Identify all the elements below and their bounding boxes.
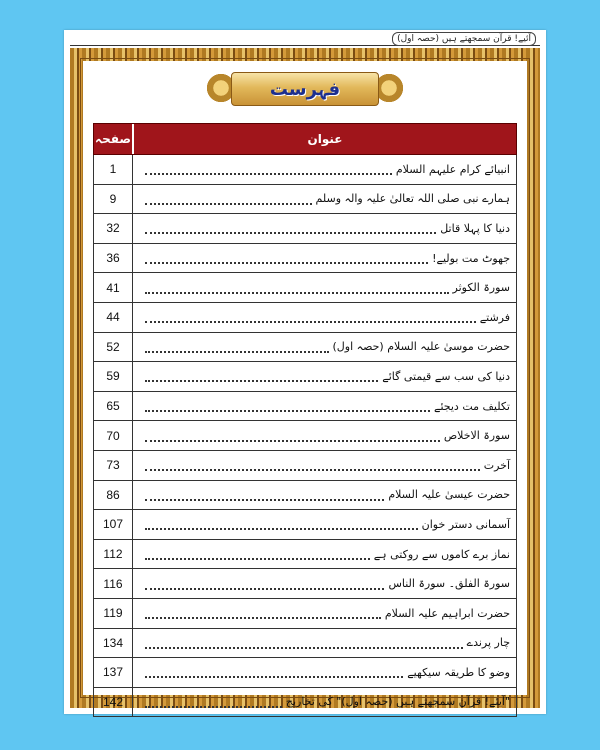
toc-page-number: 41 [94,273,133,302]
toc-entry-title: حضرت موسیٰ علیہ السلام (حصہ اول) [332,340,510,354]
toc-entry-title: دنیا کا پہلا قاتل [440,221,510,235]
toc-page-number: 112 [94,540,133,569]
dot-leader [145,578,384,590]
toc-entry [141,666,510,679]
toc-row[interactable] [93,451,517,481]
toc-entry [141,222,510,235]
toc-row[interactable] [93,599,517,629]
toc-entry-title: فرشتے [479,310,510,324]
toc-entry [141,370,510,383]
toc-page-number: 44 [94,303,133,332]
toc-entry [141,252,510,265]
running-header [64,30,546,48]
document-page [64,30,546,714]
dot-leader [145,548,370,560]
dot-leader [145,430,440,442]
dot-leader [145,666,403,678]
page-column-header-label: صفحہ [95,132,131,146]
toc-entry-title: وضو کا طریقہ سیکھیے [407,665,510,679]
toc-entry-title: جھوٹ مت بولیے! [432,251,510,265]
toc-page-number: 59 [94,362,133,391]
toc-row[interactable] [93,421,517,451]
toc-page-number: 1 [94,155,133,184]
dot-leader [145,459,480,471]
toc-page-number: 36 [94,244,133,273]
toc-entry-title: آسمانی دستر خوان [421,517,510,531]
toc-page-number: 65 [94,392,133,421]
toc-title-cell [133,569,516,598]
toc-page-number: 116 [94,569,133,598]
dot-leader [145,252,428,264]
page-title: فہرست [269,78,341,100]
toc-entry-title: تکلیف مت دیجئے [434,399,510,413]
dot-leader [145,163,392,175]
dot-leader [145,518,418,530]
toc-entry [141,429,510,442]
toc-page-number: 73 [94,451,133,480]
page-column-header [94,124,134,154]
toc-entry [141,488,510,501]
toc-title-cell [133,185,516,214]
toc-title-cell [133,481,516,510]
toc-row[interactable] [93,658,517,688]
toc-title-cell [133,244,516,273]
toc-title-cell [133,155,516,184]
toc-row[interactable] [93,333,517,363]
toc-entry [141,163,510,176]
toc-entry-title: سورۃ الاخلاص [443,429,510,443]
toc-title-cell [133,540,516,569]
toc-entry [141,281,510,294]
dot-leader [145,311,476,323]
dot-leader [145,282,449,294]
toc-row[interactable] [93,540,517,570]
toc-row[interactable] [93,481,517,511]
toc-entry-title: نماز برے کاموں سے روکتی ہے [373,547,510,561]
toc-title-cell [133,303,516,332]
toc-entry-title: انبیائے کرام علیہم السلام [395,162,510,176]
dot-leader [145,222,436,234]
dot-leader [145,341,329,353]
toc-page-number: 107 [94,510,133,539]
toc-entry [141,607,510,620]
toc-page-number: 119 [94,599,133,628]
toc-entry [141,518,510,531]
toc-page-number: 137 [94,658,133,687]
toc-entry-title: حضرت عیسیٰ علیہ السلام [388,488,510,502]
toc-title-cell [133,688,516,717]
toc-row[interactable] [93,214,517,244]
toc-entry [141,636,510,649]
toc-page-number: 9 [94,185,133,214]
toc-page-number: 142 [94,688,133,717]
toc-title-cell [133,510,516,539]
toc-row[interactable] [93,303,517,333]
toc-page-number: 32 [94,214,133,243]
toc-entry [141,577,510,590]
toc-entry-title: چار پرندے [466,636,510,650]
toc-entry-title: سورۃ الکوثر [452,281,510,295]
toc-title-cell [133,392,516,421]
toc-title-cell [133,214,516,243]
toc-row[interactable] [93,362,517,392]
toc-row[interactable] [93,569,517,599]
toc-title-cell [133,451,516,480]
table-of-contents [93,123,517,717]
toc-row[interactable] [93,273,517,303]
toc-row[interactable] [93,510,517,540]
toc-header-row [93,123,517,155]
toc-row[interactable] [93,244,517,274]
dot-leader [145,637,463,649]
toc-page-number: 134 [94,629,133,658]
toc-row[interactable] [93,392,517,422]
dot-leader [145,696,282,708]
title-banner [203,67,407,109]
title-column-header [134,124,516,154]
toc-entry-title: حضرت ابراہیم علیہ السلام [384,606,510,620]
dot-leader [145,400,430,412]
toc-title-cell [133,333,516,362]
toc-title-cell [133,599,516,628]
title-plate [231,72,379,106]
toc-entry-title: دنیا کی سب سے قیمتی گائے [382,369,510,383]
toc-title-cell [133,629,516,658]
toc-page-number: 86 [94,481,133,510]
toc-entry [141,459,510,472]
toc-page-number: 52 [94,333,133,362]
toc-entry [141,192,510,205]
running-header-caption: آئیے! قرآن سمجھتے ہیں (حصہ اول) [392,32,536,46]
toc-row[interactable] [93,155,517,185]
toc-row[interactable] [93,688,517,718]
toc-entry-title: آخرت [483,458,510,472]
toc-page-number: 70 [94,421,133,450]
content-area [83,61,527,709]
dot-leader [145,193,312,205]
dot-leader [145,370,378,382]
toc-entry [141,340,510,353]
toc-entry-title: سورۃ الفلق۔ سورۃ الناس [388,577,510,591]
toc-row[interactable] [93,629,517,659]
toc-title-cell [133,421,516,450]
toc-entry-title: "آیئے! قرآن سمجھتے ہیں (حصہ اول)" کی تخاریج [285,695,510,709]
dot-leader [145,607,381,619]
toc-title-cell [133,658,516,687]
toc-title-cell [133,362,516,391]
toc-entry [141,311,510,324]
toc-entry-title: ہمارے نبی صلی اللہ تعالیٰ علیہ والہ وسلم [315,192,510,206]
toc-entry [141,400,510,413]
toc-entry [141,695,510,708]
toc-rows [93,155,517,717]
title-column-header-label: عنوان [307,132,343,146]
dot-leader [145,489,384,501]
toc-title-cell [133,273,516,302]
toc-row[interactable] [93,185,517,215]
toc-entry [141,548,510,561]
